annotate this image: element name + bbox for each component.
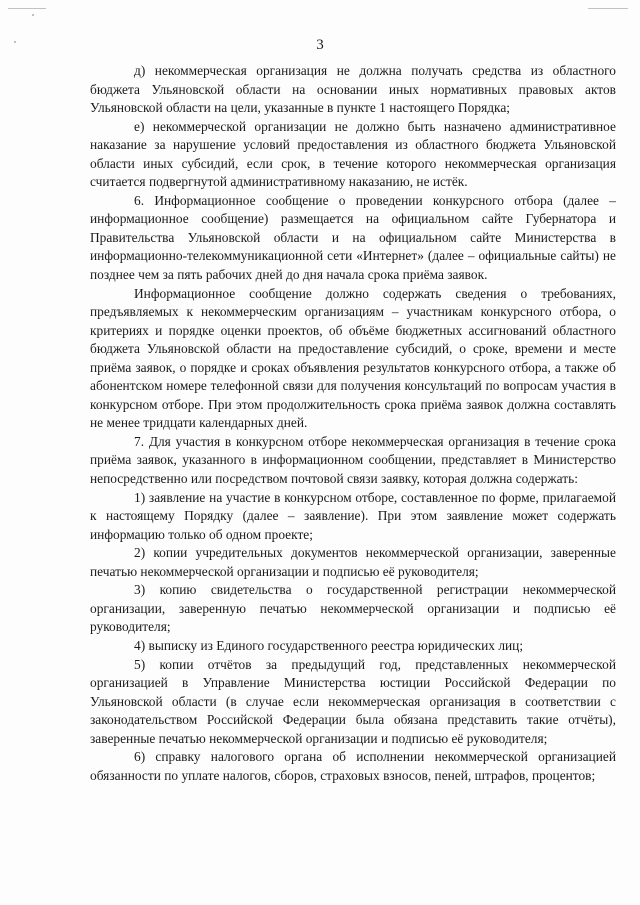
page-number: 3 bbox=[316, 37, 324, 53]
paragraph-list-item-6: 6) справку налогового органа об исполнении некоммерческой организацией обязанности по уплате налогов, сборов, страховых взносов, пеней, штрафов, процентов; bbox=[90, 749, 616, 783]
paragraph-list-item-1: 1) заявление на участие в конкурсном отборе, составленное по форме, прилагаемой к настоящему Порядку (далее – заявление). При этом заявление может содержать информацию только об одном проекте; bbox=[90, 489, 616, 542]
scan-artifact-dot bbox=[32, 14, 34, 16]
paragraph-list-item-3: 3) копию свидетельства о государственной регистрации некоммерческой организации, заверенную печатью некоммерческой организации и подписью её руководителя; bbox=[90, 582, 616, 635]
paragraph-item-7: 7. Для участия в конкурсном отборе некоммерческая организация в течение срока приёма заявок, указанного в информационном сообщении, представляет в Министерство непосредственно или посредством почтовой связи заявку, которая должна содержать: bbox=[90, 433, 616, 487]
paragraph-info-message-content: Информационное сообщение должно содержать сведения о требованиях, предъявляемых к некоммерческим организациям – участникам конкурсного отбора, о критериях и порядке оценки проектов, об объёме бюджетных ассигнований областного бюджета Ульяновской области на предоставление субсидий, о сроке, времени и месте приёма заявок, о порядке и сроках объявления результатов конкурсного отбора, а также об абонентском номере телефонной связи для получения консультаций по вопросам участия в конкурсном отборе. При этом продолжительность срока приёма заявок должна составлять не менее тридцати календарных дней. bbox=[90, 285, 616, 431]
paragraph-subitem-d: д) некоммерческая организация не должна получать средства из областного бюджета Ульяновской области на основании иных нормативных правовых актов Ульяновской области на цели, указанные в пункте 1 настоящего Порядка; bbox=[90, 63, 616, 116]
paragraph-subitem-e: е) некоммерческой организации не должно быть назначено административное наказание за нарушение условий предоставления из областного бюджета Ульяновской области иных субсидий, если срок, в течение которого некоммерческая организация считается подвергнутой административному наказанию, не истёк. bbox=[90, 118, 616, 190]
document-body bbox=[90, 62, 616, 785]
paragraph-list-item-4: 4) выписку из Единого государственного реестра юридических лиц; bbox=[134, 637, 524, 653]
scan-artifact-top-left bbox=[8, 8, 46, 9]
scan-artifact-top-right bbox=[588, 8, 628, 9]
paragraph-item-6: 6. Информационное сообщение о проведении конкурсного отбора (далее – информационное сообщение) размещается на официальном сайте Губернатора и Правительства Ульяновской области и на официальном сайте Министерства в информационно-телекоммуникационной сети «Интернет» (далее – официальные сайты) не позднее чем за пять рабочих дней до дня начала срока приёма заявок. bbox=[90, 192, 616, 283]
paragraph-list-item-5: 5) копии отчётов за предыдущий год, представленных некоммерческой организацией в Управление Министерства юстиции Российской Федерации по Ульяновской области (в случае если некоммерческая организация в соответствии с законодательством Российской Федерации была обязана представить такие отчёты), заверенные печатью некоммерческой организации и подписью её руководителя; bbox=[90, 656, 616, 746]
paragraph-list-item-2: 2) копии учредительных документов некоммерческой организации, заверенные печатью некоммерческой организации и подписью её руководителя; bbox=[90, 545, 616, 579]
